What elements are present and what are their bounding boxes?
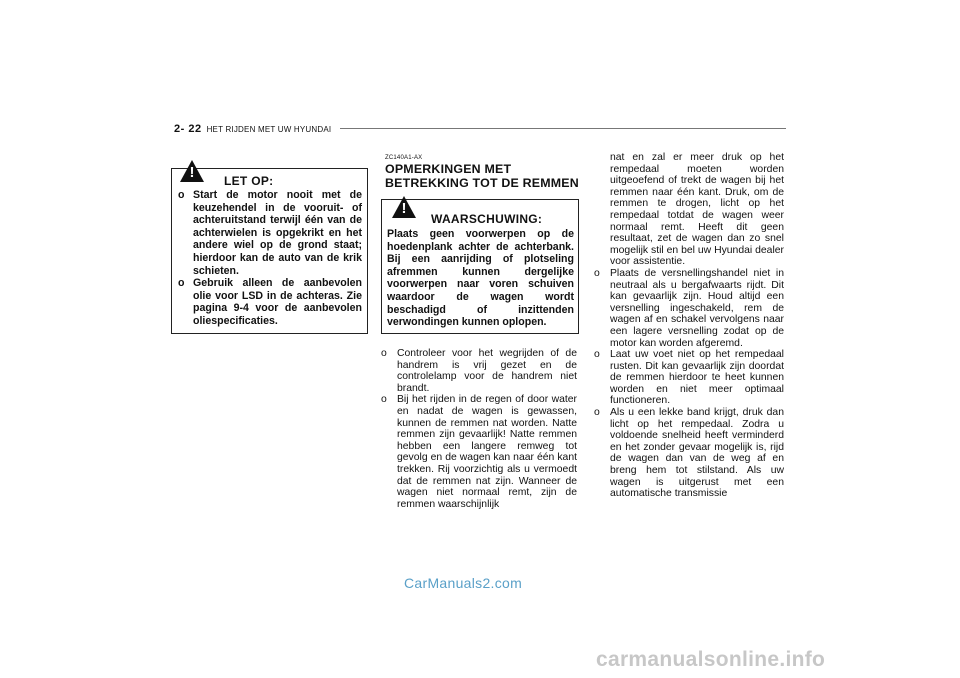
list-item: [381, 348, 577, 394]
watermark-carmanualsonline: carmanualsonline.info: [596, 648, 826, 671]
bullet: o: [594, 407, 600, 419]
right-column: [594, 152, 784, 500]
bullet: o: [178, 189, 185, 201]
caution-item: [178, 189, 362, 277]
bullet: o: [594, 349, 600, 361]
section-heading: OPMERKINGEN MET BETREKKING TOT DE REMMEN: [385, 162, 579, 190]
warning-text: Plaats geen voorwerpen op de hoedenplank achter de achterbank. Bij een aanrijding of plotseling afremmen kunnen dergelijke voorwerpen naar voren schuiven waardoor de wagen wordt beschadigd of inzittenden verwondingen kunnen oplopen.: [387, 228, 574, 329]
middle-column: [381, 348, 577, 510]
middle-list: [381, 348, 577, 510]
list-item: [594, 407, 784, 500]
exclamation-symbol: !: [401, 200, 407, 217]
bullet: o: [178, 277, 185, 290]
warning-box: [381, 199, 579, 334]
caution-list: [178, 189, 362, 328]
list-item-text: Controleer voor het wegrijden of de handrem is vrij gezet en de controlelamp voor de handrem niet brandt.: [397, 348, 577, 394]
section-code: ZC140A1-AX: [385, 155, 423, 161]
continuation-paragraph: nat en zal er meer druk op het rempedaal moeten worden uitgeoefend of trekt de wagen bij het remmen naar één kant. Druk, om de remmen te drogen, licht op het rempedaal totdat de wagen weer normaal remt. Heeft dit geen resultaat, zet de wagen dan zo snel mogelijk stil en bel uw Hyundai dealer voor assistentie.: [610, 152, 784, 268]
list-item-text: Bij het rijden in de regen of door water en nadat de wagen is gewassen, kunnen de remmen nat worden. Natte remmen zijn gevaarlijk! Natte remmen hebben een langere remweg tot gevolg en de wagen kan naar één kant trekken. Rij voorzichtig als u vermoedt dat de remmen nat zijn. Wanneer de wagen niet normaal remt, zijn de remmen waarschijnlijk: [397, 394, 577, 510]
watermark-carmanuals2: CarManuals2.com: [404, 575, 523, 591]
page-header: [174, 123, 331, 135]
list-item-text: Laat uw voet niet op het rempedaal rusten. Dit kan gevaarlijk zijn doordat de remmen hierdoor te heet kunnen worden en niet meer optimaal functioneren.: [610, 349, 784, 407]
list-item: [381, 394, 577, 510]
caution-item-text: Gebruik alleen de aanbevolen olie voor LSD in de achteras. Zie pagina 9-4 voor de aanbevolen oliespecificaties.: [193, 277, 362, 327]
bullet: o: [381, 394, 387, 406]
caution-title: LET OP:: [224, 174, 274, 188]
header-divider: [340, 128, 786, 129]
list-item: [594, 268, 784, 349]
right-list: [594, 268, 784, 500]
list-item: [594, 349, 784, 407]
list-item-text: Als u een lekke band krijgt, druk dan licht op het rempedaal. Zodra u voldoende snelheid heeft verminderd en het zonder gevaar mogelijk is, rijd de wagen dan van de weg af en breng hem tot stilstand. Als uw wagen is uitgerust met een automatische transmissie: [610, 407, 784, 500]
list-item-text: Plaats de versnellingshandel niet in neutraal als u bergafwaarts rijdt. Dit kan gevaarlijk zijn. Houd altijd een versnelling ingeschakeld, rem de wagen af en schakel vervolgens naar een lagere versnelling zodat op de motor kan worden afgeremd.: [610, 267, 784, 349]
caution-box: [171, 164, 368, 334]
caution-item-text: Start de motor nooit met de keuzehendel in de vooruit- of achteruitstand terwijl één van de achterwielen is opgekrikt en het andere wiel op de grond staat; hierdoor kan de auto van de krik schieten.: [193, 189, 362, 277]
bullet: o: [381, 348, 387, 359]
bullet: o: [594, 267, 600, 279]
exclamation-symbol: !: [189, 164, 195, 181]
warning-triangle-icon: [392, 196, 416, 218]
page-number: 2- 22: [174, 123, 202, 135]
chapter-title: HET RIJDEN MET UW HYUNDAI: [206, 125, 332, 134]
warning-title: WAARSCHUWING:: [431, 212, 543, 226]
caution-item: [178, 277, 362, 327]
warning-triangle-icon: [180, 160, 204, 182]
